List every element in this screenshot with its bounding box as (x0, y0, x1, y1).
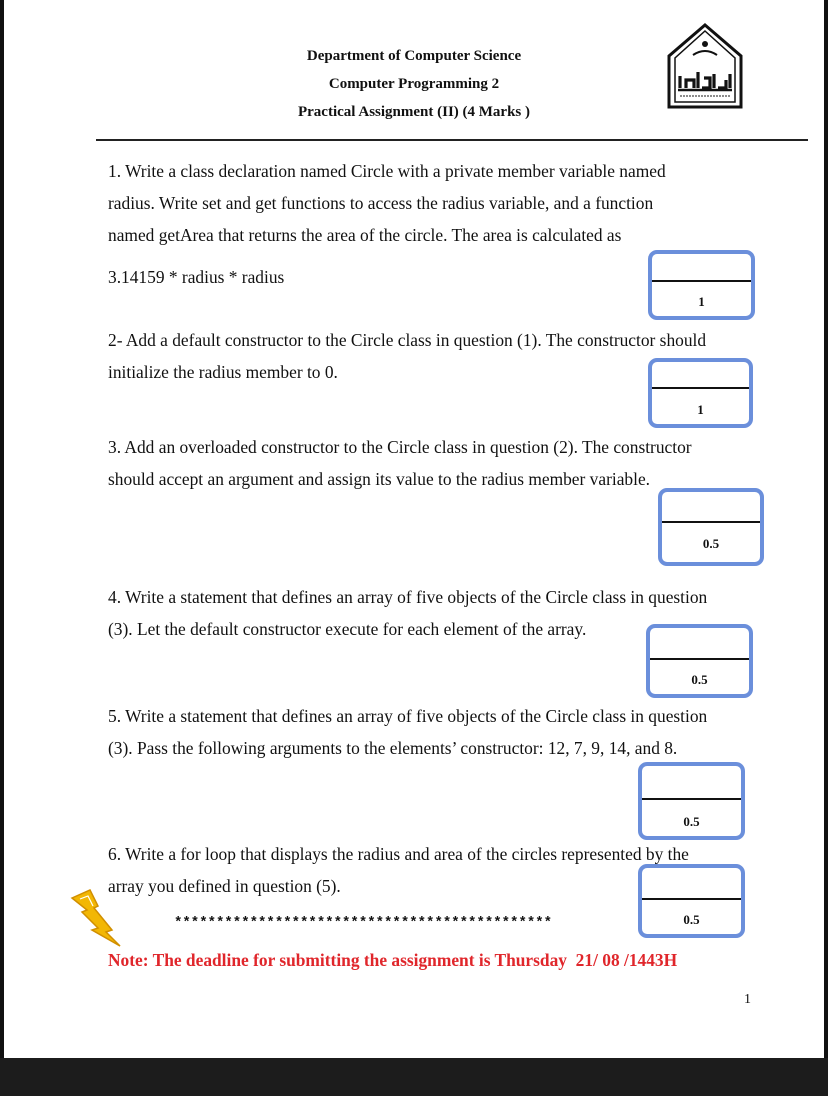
department-title: Department of Computer Science (306, 48, 522, 64)
mark-box-divider (662, 521, 760, 523)
mark-value: 0.5 (683, 912, 700, 927)
mark-value: 1 (698, 294, 705, 309)
separator-line: ********************************************* (174, 915, 553, 931)
mark-box-divider (652, 387, 749, 389)
assignment-title: Practical Assignment (II) (4 Marks ) (297, 104, 531, 120)
course-title: Computer Programming 2 (328, 76, 500, 92)
mark-box-question-5 (638, 762, 745, 840)
mark-box-question-2 (648, 358, 753, 428)
question-6-line: array you defined in question (5). (108, 876, 341, 896)
mark-box-divider (642, 898, 741, 900)
question-2-line: 2- Add a default constructor to the Circle class in question (1). The constructor should (108, 330, 707, 350)
deadline-note: Note: The deadline for submitting the assignment is Thursday 21/ 08 /1443H (108, 950, 678, 970)
lightning-bolt-icon (68, 886, 124, 948)
mark-box-question-3 (658, 488, 764, 566)
document-page (4, 0, 824, 1058)
page-number: 1 (744, 992, 751, 1007)
mark-value: 0.5 (702, 536, 720, 551)
mark-box-divider (652, 280, 751, 282)
question-1-line: radius. Write set and get functions to access the radius variable, and a function (108, 193, 654, 213)
question-3-line: should accept an argument and assign its value to the radius member variable. (108, 469, 651, 489)
bottom-bar (0, 1058, 828, 1096)
mark-box-question-6 (638, 864, 745, 938)
question-5 (108, 700, 758, 764)
question-3-line: 3. Add an overloaded constructor to the Circle class in question (2). The constructor (108, 437, 692, 457)
question-5-line: (3). Pass the following arguments to the elements’ constructor: 12, 7, 9, 14, and 8. (108, 738, 678, 758)
question-3 (108, 431, 758, 495)
question-5-line: 5. Write a statement that defines an array of five objects of the Circle class in question (108, 706, 708, 726)
mark-box-divider (642, 798, 741, 800)
question-4-line: (3). Let the default constructor execute for each element of the array. (108, 619, 587, 639)
mark-value: 0.5 (683, 814, 700, 829)
university-logo-icon (666, 22, 744, 110)
mark-value: 1 (697, 402, 704, 417)
question-1-line: named getArea that returns the area of the circle. The area is calculated as (108, 225, 622, 245)
mark-box-divider (650, 658, 749, 660)
question-2-line: initialize the radius member to 0. (108, 362, 338, 382)
question-1-line: 3.14159 * radius * radius (108, 267, 285, 287)
question-1-line: 1. Write a class declaration named Circle with a private member variable named (108, 161, 666, 181)
question-4-line: 4. Write a statement that defines an array of five objects of the Circle class in question (108, 587, 708, 607)
mark-box-question-4 (646, 624, 753, 698)
question-6-line: 6. Write a for loop that displays the radius and area of the circles represented by the (108, 844, 689, 864)
mark-value: 0.5 (691, 672, 708, 687)
mark-box-question-1 (648, 250, 755, 320)
header-divider (96, 139, 808, 141)
